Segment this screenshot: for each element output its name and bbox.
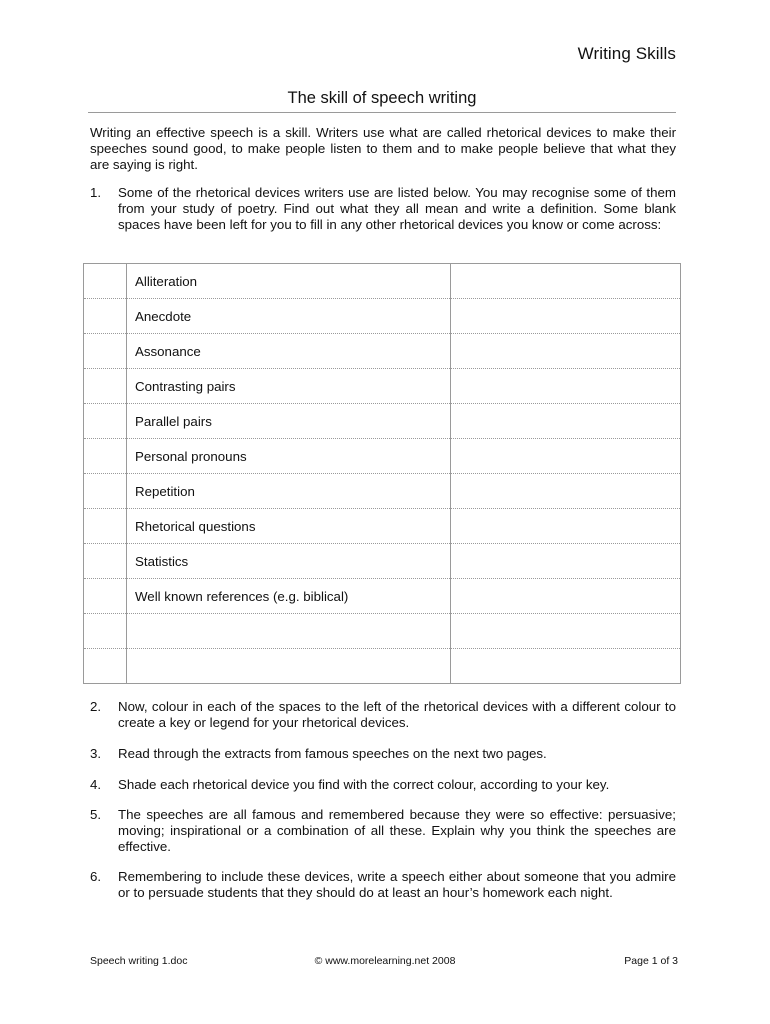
colour-key-cell[interactable] (84, 264, 127, 299)
device-name-cell: Alliteration (127, 264, 451, 299)
device-name-cell: Statistics (127, 544, 451, 579)
item-number: 6. (90, 869, 102, 884)
table-row (84, 509, 681, 544)
colour-key-cell[interactable] (84, 439, 127, 474)
item-text: Read through the extracts from famous speeches on the next two pages. (118, 746, 547, 761)
instruction-item-1 (90, 185, 676, 233)
definition-cell[interactable] (451, 439, 681, 474)
device-name-cell: Anecdote (127, 299, 451, 334)
table-row (84, 544, 681, 579)
device-name-cell: Well known references (e.g. biblical) (127, 579, 451, 614)
device-name-cell: Repetition (127, 474, 451, 509)
footer-filename: Speech writing 1.doc (90, 955, 188, 967)
table-row (84, 264, 681, 299)
definition-cell[interactable] (451, 474, 681, 509)
device-name-cell: Rhetorical questions (127, 509, 451, 544)
instruction-item-6 (90, 869, 676, 901)
item-text: Now, colour in each of the spaces to the left of the rhetorical devices with a different colour to create a key or legend for your rhetorical devices. (118, 699, 676, 730)
definition-cell[interactable] (451, 579, 681, 614)
definition-cell[interactable] (451, 509, 681, 544)
instruction-item-3 (90, 746, 676, 762)
colour-key-cell[interactable] (84, 579, 127, 614)
instruction-item-4 (90, 777, 676, 793)
instruction-item-2 (90, 699, 676, 731)
colour-key-cell[interactable] (84, 614, 127, 649)
item-number: 2. (90, 699, 102, 714)
item-text: Remembering to include these devices, write a speech either about someone that you admire or to persuade students that they should do at least an hour’s homework each night. (118, 869, 676, 900)
item-text: Some of the rhetorical devices writers use are listed below. You may recognise some of them from your study of poetry. Find out what they all mean and write a definition. Some blank spaces have been left for you to fill in any other rhetorical devices you know or come across: (118, 185, 676, 232)
table-row (84, 299, 681, 334)
table-row (84, 649, 681, 684)
footer-copyright: © www.morelearning.net 2008 (314, 955, 456, 967)
colour-key-cell[interactable] (84, 404, 127, 439)
item-number: 3. (90, 746, 102, 761)
colour-key-cell[interactable] (84, 649, 127, 684)
intro-paragraph: Writing an effective speech is a skill. Writers use what are called rhetorical devices to make their speeches sound good, to make people listen to them and to make people believe that what they are saying is right. (90, 125, 676, 172)
device-name-cell: Personal pronouns (127, 439, 451, 474)
definition-cell[interactable] (451, 544, 681, 579)
colour-key-cell[interactable] (84, 334, 127, 369)
definition-cell[interactable] (451, 649, 681, 684)
colour-key-cell[interactable] (84, 369, 127, 404)
colour-key-cell[interactable] (84, 299, 127, 334)
table-row (84, 334, 681, 369)
table-row (84, 474, 681, 509)
table-row (84, 369, 681, 404)
device-name-cell: Assonance (127, 334, 451, 369)
blank-device-cell[interactable] (127, 649, 451, 684)
footer-page-number: Page 1 of 3 (624, 955, 678, 967)
blank-device-cell[interactable] (127, 614, 451, 649)
definition-cell[interactable] (451, 299, 681, 334)
instruction-item-5 (90, 807, 676, 855)
table-row (84, 579, 681, 614)
definition-cell[interactable] (451, 404, 681, 439)
device-name-cell: Contrasting pairs (127, 369, 451, 404)
item-number: 1. (90, 185, 102, 200)
table-row (84, 404, 681, 439)
item-text: Shade each rhetorical device you find with the correct colour, according to your key. (118, 777, 610, 792)
definition-cell[interactable] (451, 369, 681, 404)
header-title: Writing Skills (577, 44, 676, 63)
table-row (84, 439, 681, 474)
item-text: The speeches are all famous and remembered because they were so effective: persuasive; moving; inspirational or a combination of all these. Explain why you think the speeches are effective. (118, 807, 676, 854)
colour-key-cell[interactable] (84, 474, 127, 509)
item-number: 5. (90, 807, 102, 822)
rhetorical-devices-table (83, 263, 681, 684)
document-title: The skill of speech writing (88, 89, 676, 113)
table-row (84, 614, 681, 649)
colour-key-cell[interactable] (84, 509, 127, 544)
item-number: 4. (90, 777, 102, 792)
definition-cell[interactable] (451, 614, 681, 649)
colour-key-cell[interactable] (84, 544, 127, 579)
definition-cell[interactable] (451, 264, 681, 299)
device-name-cell: Parallel pairs (127, 404, 451, 439)
definition-cell[interactable] (451, 334, 681, 369)
